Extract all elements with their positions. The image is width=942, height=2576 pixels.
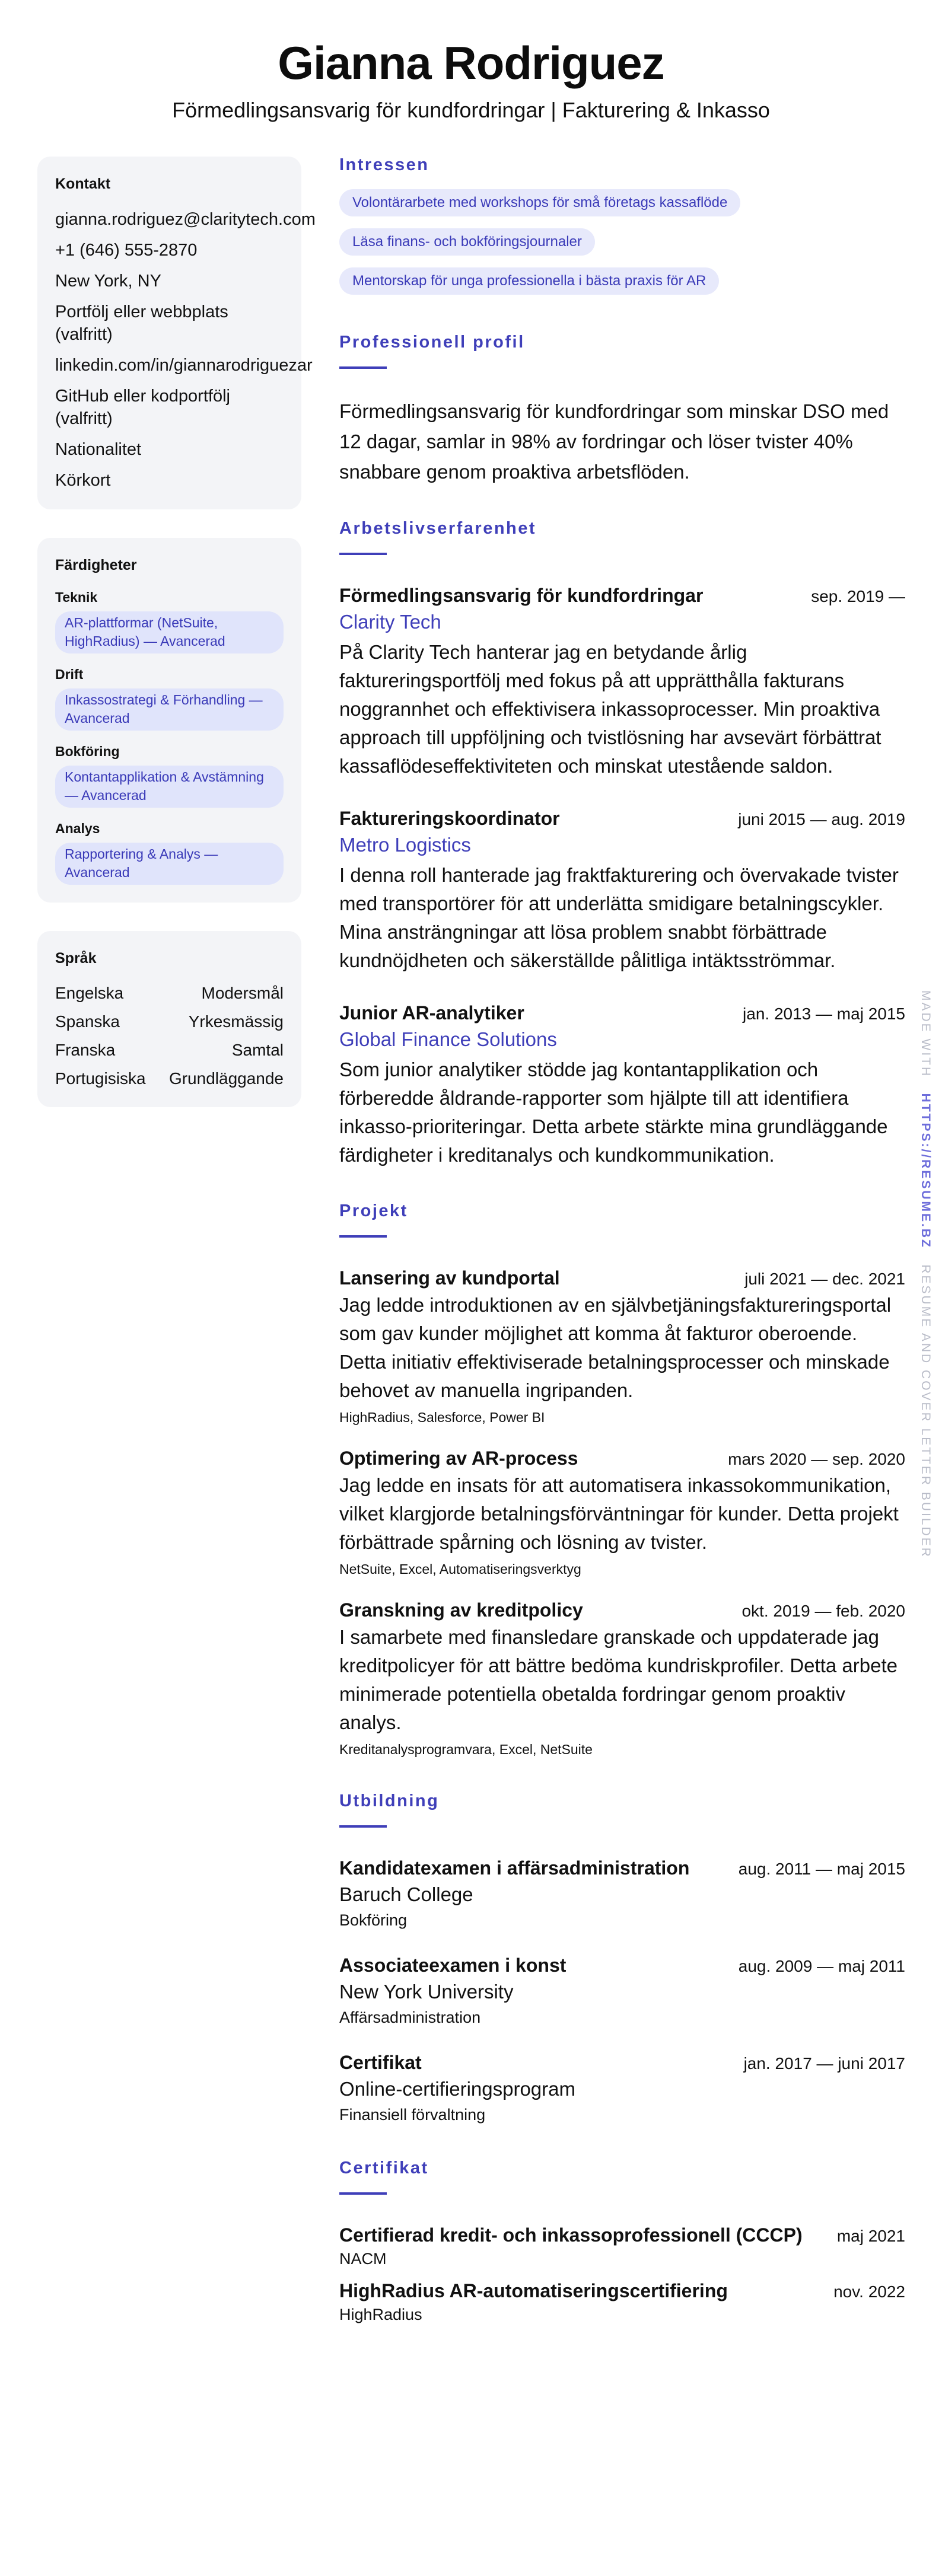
language-row	[55, 983, 284, 1004]
language-row	[55, 1011, 284, 1032]
school-name: Online-certifieringsprogram	[339, 2078, 575, 2100]
education-section	[339, 1791, 905, 2127]
language-name: Franska	[55, 1041, 116, 1059]
contact-location: New York, NY	[55, 272, 161, 291]
degree-title: Certifikat	[339, 2052, 422, 2073]
interest-pill: Volontärarbete med workshops för små företags kassaflöde	[339, 189, 740, 216]
skill-category: Teknik	[55, 589, 98, 605]
section-title: Professionell profil	[339, 333, 525, 352]
company-name: Global Finance Solutions	[339, 1028, 557, 1050]
experience-entry	[339, 582, 905, 780]
job-description: På Clarity Tech hanterar jag en betydande årlig faktureringsportfölj med fokus på att upprätthålla fakturans noggrannhet och effektivisera inkassoprocesser. Min proaktiva approach till uppföljning och tvistlösning har avsevärt förbättrat kassaflödeseffektiviteten och minskat utestående saldon.	[339, 641, 881, 777]
contact-email[interactable]: gianna.rodriguez@claritytech.com	[55, 210, 316, 229]
section-title: Utbildning	[339, 1791, 440, 1810]
certificates-section	[339, 2159, 905, 2325]
certificate-name: Certifierad kredit- och inkassoprofessionell (CCCP)	[339, 2224, 803, 2246]
section-divider	[339, 2192, 387, 2195]
job-description: I denna roll hanterade jag fraktfakturering och övervakade tvister med transportörer för att underlätta smidigare betalningscykler. Mina ansträngningar att lösa problem snabbt förbättrade kundnöjdheten och säkerställde pålitliga intäktsströmmar.	[339, 864, 899, 971]
certificate-issuer: HighRadius	[339, 2306, 422, 2323]
project-name: Granskning av kreditpolicy	[339, 1599, 583, 1621]
language-name: Portugisiska	[55, 1069, 146, 1088]
degree-title: Kandidatexamen i affärsadministration	[339, 1857, 690, 1879]
job-title: Förmedlingsansvarig för kundfordringar	[339, 585, 704, 606]
candidate-headline: Förmedlingsansvarig för kundfordringar | Fakturering & Inkasso	[172, 98, 770, 122]
language-level: Modersmål	[201, 984, 284, 1002]
profile-text: Förmedlingsansvarig för kundfordringar som minskar DSO med 12 dagar, samlar in 98% av fordringar och löser tvister 40% snabbare genom proaktiva arbetsflöden.	[339, 400, 889, 483]
project-description: Jag ledde introduktionen av en självbetjäningsfaktureringsportal som gav kunder möjlighet att komma åt fakturor oberoende. Detta initiativ effektiviserade betalningsprocesser och minskade behovet av manuella ingripanden.	[339, 1294, 892, 1401]
main-column	[339, 155, 905, 2325]
skill-category: Drift	[55, 667, 84, 682]
language-name: Engelska	[55, 984, 124, 1002]
contact-nationality: Nationalitet	[55, 440, 142, 459]
job-date: jan. 2013 — maj 2015	[743, 1005, 905, 1023]
contact-license: Körkort	[55, 471, 111, 490]
projects-section	[339, 1201, 905, 1759]
skill-category: Bokföring	[55, 744, 120, 759]
experience-entry	[339, 805, 905, 975]
certificate-entry	[339, 2278, 905, 2325]
languages-title: Språk	[55, 950, 97, 967]
school-name: New York University	[339, 1981, 514, 2003]
language-level: Yrkesmässig	[188, 1012, 284, 1031]
section-divider	[339, 1235, 387, 1238]
contact-phone[interactable]: +1 (646) 555-2870	[55, 241, 198, 260]
field-of-study: Affärsadministration	[339, 2008, 481, 2026]
degree-title: Associateexamen i konst	[339, 1955, 567, 1976]
project-entry	[339, 1265, 905, 1427]
contact-linkedin[interactable]: linkedin.com/in/giannarodriguezar	[55, 356, 313, 375]
project-date: mars 2020 — sep. 2020	[728, 1450, 905, 1468]
sidebar	[37, 157, 316, 1136]
education-entry	[339, 1855, 905, 1932]
skill-pill: Rapportering & Analys — Avancerad	[55, 843, 284, 885]
job-date: juni 2015 — aug. 2019	[738, 810, 905, 828]
watermark-suffix: RESUME AND COVER LETTER BUILDER	[919, 1264, 933, 1558]
interests-section	[339, 155, 905, 295]
field-of-study: Bokföring	[339, 1911, 408, 1929]
skill-group	[55, 744, 284, 808]
education-entry	[339, 2049, 905, 2127]
candidate-name: Gianna Rodriguez	[278, 37, 664, 89]
skill-group	[55, 667, 284, 731]
certificate-date: nov. 2022	[833, 2282, 905, 2301]
section-title: Projekt	[339, 1201, 408, 1220]
profile-section	[339, 333, 905, 487]
project-date: juli 2021 — dec. 2021	[744, 1270, 905, 1288]
language-row	[55, 1068, 284, 1089]
skill-category: Analys	[55, 821, 100, 836]
project-tools: NetSuite, Excel, Automatiseringsverktyg	[339, 1561, 581, 1577]
builder-watermark	[918, 990, 933, 1558]
skill-group	[55, 589, 284, 653]
section-divider	[339, 366, 387, 369]
education-entry	[339, 1952, 905, 2029]
interest-pill: Mentorskap för unga professionella i bästa praxis för AR	[339, 267, 719, 295]
certificate-date: maj 2021	[836, 2227, 905, 2245]
certificate-entry	[339, 2222, 905, 2269]
resume-header	[0, 36, 942, 125]
company-name: Clarity Tech	[339, 611, 441, 633]
school-name: Baruch College	[339, 1883, 473, 1905]
skill-group	[55, 821, 284, 885]
certificate-name: HighRadius AR-automatiseringscertifiering	[339, 2280, 728, 2301]
section-divider	[339, 1825, 387, 1828]
education-date: aug. 2009 — maj 2011	[738, 1957, 905, 1975]
project-entry	[339, 1597, 905, 1759]
project-description: Jag ledde en insats för att automatisera inkassokommunikation, vilket klargjorde betalningsförväntningar för kunder. Detta projekt förbättrade spårning och lösning av tvister.	[339, 1474, 899, 1553]
contact-card	[37, 157, 316, 509]
project-name: Optimering av AR-process	[339, 1448, 578, 1469]
section-title: Intressen	[339, 155, 429, 174]
language-row	[55, 1040, 284, 1061]
education-date: aug. 2011 — maj 2015	[738, 1860, 905, 1878]
contact-title: Kontakt	[55, 176, 111, 192]
job-date: sep. 2019 —	[811, 587, 905, 605]
contact-portfolio: Portfölj eller webbplats (valfritt)	[55, 302, 228, 344]
contact-github: GitHub eller kodportfölj (valfritt)	[55, 387, 230, 428]
project-tools: HighRadius, Salesforce, Power BI	[339, 1410, 545, 1425]
language-level: Grundläggande	[168, 1069, 284, 1088]
watermark-prefix: MADE WITH	[919, 990, 933, 1078]
section-title: Certifikat	[339, 2159, 429, 2178]
project-tools: Kreditanalysprogramvara, Excel, NetSuite	[339, 1742, 593, 1757]
job-title: Faktureringskoordinator	[339, 808, 560, 829]
project-description: I samarbete med finansledare granskade och uppdaterade jag kreditpolicyer för att bättre bedöma kundriskprofiler. Detta arbete minimerade potentiella obetalda fordringar genom proaktiv analys.	[339, 1626, 898, 1733]
skills-title: Färdigheter	[55, 557, 137, 573]
job-title: Junior AR-analytiker	[339, 1002, 524, 1024]
section-title: Arbetslivserfarenhet	[339, 519, 537, 538]
company-name: Metro Logistics	[339, 834, 471, 856]
skills-card	[37, 538, 301, 903]
project-date: okt. 2019 — feb. 2020	[741, 1602, 905, 1620]
project-entry	[339, 1445, 905, 1579]
section-divider	[339, 553, 387, 555]
skill-pill: AR-plattformar (NetSuite, HighRadius) — Avancerad	[55, 611, 284, 653]
education-date: jan. 2017 — juni 2017	[743, 2054, 905, 2073]
certificate-issuer: NACM	[339, 2250, 387, 2268]
interest-list	[339, 189, 905, 295]
project-name: Lansering av kundportal	[339, 1267, 560, 1289]
skill-pill: Inkassostrategi & Förhandling — Avancerad	[55, 688, 284, 731]
language-name: Spanska	[55, 1012, 120, 1031]
watermark-link[interactable]: HTTPS://RESUME.BZ	[919, 1093, 933, 1249]
skill-pill: Kontantapplikation & Avstämning — Avancerad	[55, 766, 284, 808]
language-level: Samtal	[231, 1041, 284, 1059]
experience-entry	[339, 1000, 905, 1169]
field-of-study: Finansiell förvaltning	[339, 2106, 486, 2124]
languages-card	[37, 931, 301, 1107]
job-description: Som junior analytiker stödde jag kontantapplikation och förberedde åldrande-rapporter som hjälpte till att identifiera inkasso-prioriteringar. Detta arbete stärkte mina grundläggande färdigheter i kreditanalys och kundkommunikation.	[339, 1059, 888, 1166]
experience-section	[339, 519, 905, 1169]
interest-pill: Läsa finans- och bokföringsjournaler	[339, 228, 595, 256]
